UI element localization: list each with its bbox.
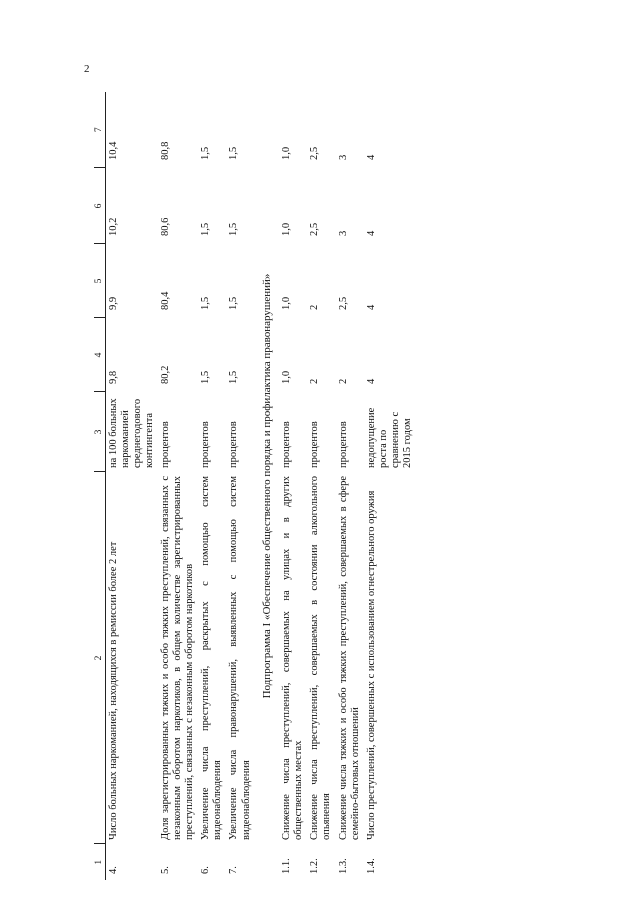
unit: недопущение роста по сравнению с 2015 годом: [365, 407, 413, 468]
value-col7: 1,5: [228, 146, 240, 160]
value-col6: 2,5: [309, 222, 321, 236]
unit: процентов: [228, 421, 240, 468]
row-number: 5.: [160, 866, 172, 874]
row-number: 4.: [107, 866, 119, 874]
row-number: 6.: [200, 866, 212, 874]
value-col6: 1,0: [281, 222, 293, 236]
indicator-name: Снижение числа преступлений, совершаемых в состоянии алкогольного опьянения: [309, 476, 333, 840]
indicator-name: Снижение числа тяжких и особо тяжких преступлений, совершаемых в сфере семейно-бытовых отношений: [337, 476, 361, 840]
column-header: 7: [94, 92, 105, 168]
column-header: 3: [94, 392, 105, 472]
value-col5: 1,5: [200, 296, 212, 310]
value-col6: 1,5: [200, 222, 212, 236]
table-row: [105, 92, 158, 880]
value-col5: 1,0: [281, 296, 293, 310]
value-col7: 2,5: [309, 146, 321, 160]
value-col4: 1,5: [200, 370, 212, 384]
table-row: [307, 92, 335, 880]
value-col7: 1,0: [281, 146, 293, 160]
table-row: [279, 92, 307, 880]
unit: процентов: [281, 421, 293, 468]
subprogram-title: Подпрограмма I «Обеспечение общественного порядка и профилактика правонарушений»: [260, 273, 273, 699]
value-col5: 9,9: [107, 296, 119, 310]
value-col4: 1,0: [281, 370, 293, 384]
column-header: 5: [94, 244, 105, 318]
value-col5: 80,4: [160, 291, 172, 310]
value-col4: 4: [365, 378, 377, 384]
indicator-name: Увеличение числа правонарушений, выявленных с помощью систем видеонаблюдения: [228, 476, 252, 840]
indicator-name: Число больных наркоманией, находящихся в ремиссии более 2 лет: [107, 541, 119, 840]
unit: процентов: [309, 421, 321, 468]
value-col6: 3: [337, 230, 349, 236]
row-number: 7.: [228, 866, 240, 874]
row-number: 1.3.: [337, 858, 349, 874]
value-col6: 80,6: [160, 217, 172, 236]
unit: процентов: [200, 421, 212, 468]
value-col5: 2: [309, 304, 321, 310]
indicator-name: Число преступлений, совершенных с использованием огнестрельного оружия: [365, 490, 377, 840]
subprogram-row: [255, 92, 280, 880]
value-col4: 2: [309, 378, 321, 384]
column-header: 1: [94, 844, 105, 880]
column-header: 6: [94, 168, 105, 244]
unit: на 100 больных наркоманией среднегодового контингента: [107, 398, 156, 468]
column-header-row: [94, 92, 105, 880]
rotated-table-container: [94, 92, 556, 880]
table-row: [198, 92, 226, 880]
value-col6: 10,2: [107, 217, 119, 236]
table-row: [364, 92, 416, 880]
table-row: [336, 92, 364, 880]
value-col5: 4: [365, 304, 377, 310]
row-number: 1.4.: [365, 858, 377, 874]
value-col7: 1,5: [200, 146, 212, 160]
indicator-name: Увеличение числа преступлений, раскрытых с помощью систем видеонаблюдения: [200, 476, 224, 840]
value-col6: 4: [365, 230, 377, 236]
unit: процентов: [160, 421, 172, 468]
table-row: [158, 92, 198, 880]
indicator-name: Доля зарегистрированных тяжких и особо тяжких преступлений, связанных с незаконным оборотом наркотиков, в общем количестве зарегистрированных преступлений, связанных с незаконным оборотом наркотиков: [160, 476, 196, 840]
value-col6: 1,5: [228, 222, 240, 236]
indicator-name: Снижение числа преступлений, совершаемых на улицах и в других общественных местах: [281, 476, 305, 840]
value-col4: 80,2: [160, 365, 172, 384]
row-number: 1.1.: [281, 858, 293, 874]
value-col5: 1,5: [228, 296, 240, 310]
value-col4: 9,8: [107, 370, 119, 384]
column-header: 4: [94, 318, 105, 392]
value-col7: 4: [365, 154, 377, 160]
value-col4: 2: [337, 378, 349, 384]
value-col7: 80,8: [160, 141, 172, 160]
value-col5: 2,5: [337, 296, 349, 310]
value-col7: 3: [337, 154, 349, 160]
unit: процентов: [337, 421, 349, 468]
column-header: 2: [94, 472, 105, 844]
page-number: 2: [84, 63, 90, 75]
table-row: [226, 92, 254, 880]
value-col7: 10,4: [107, 141, 119, 160]
row-number: 1.2.: [309, 858, 321, 874]
value-col4: 1,5: [228, 370, 240, 384]
indicators-table: [94, 92, 416, 880]
